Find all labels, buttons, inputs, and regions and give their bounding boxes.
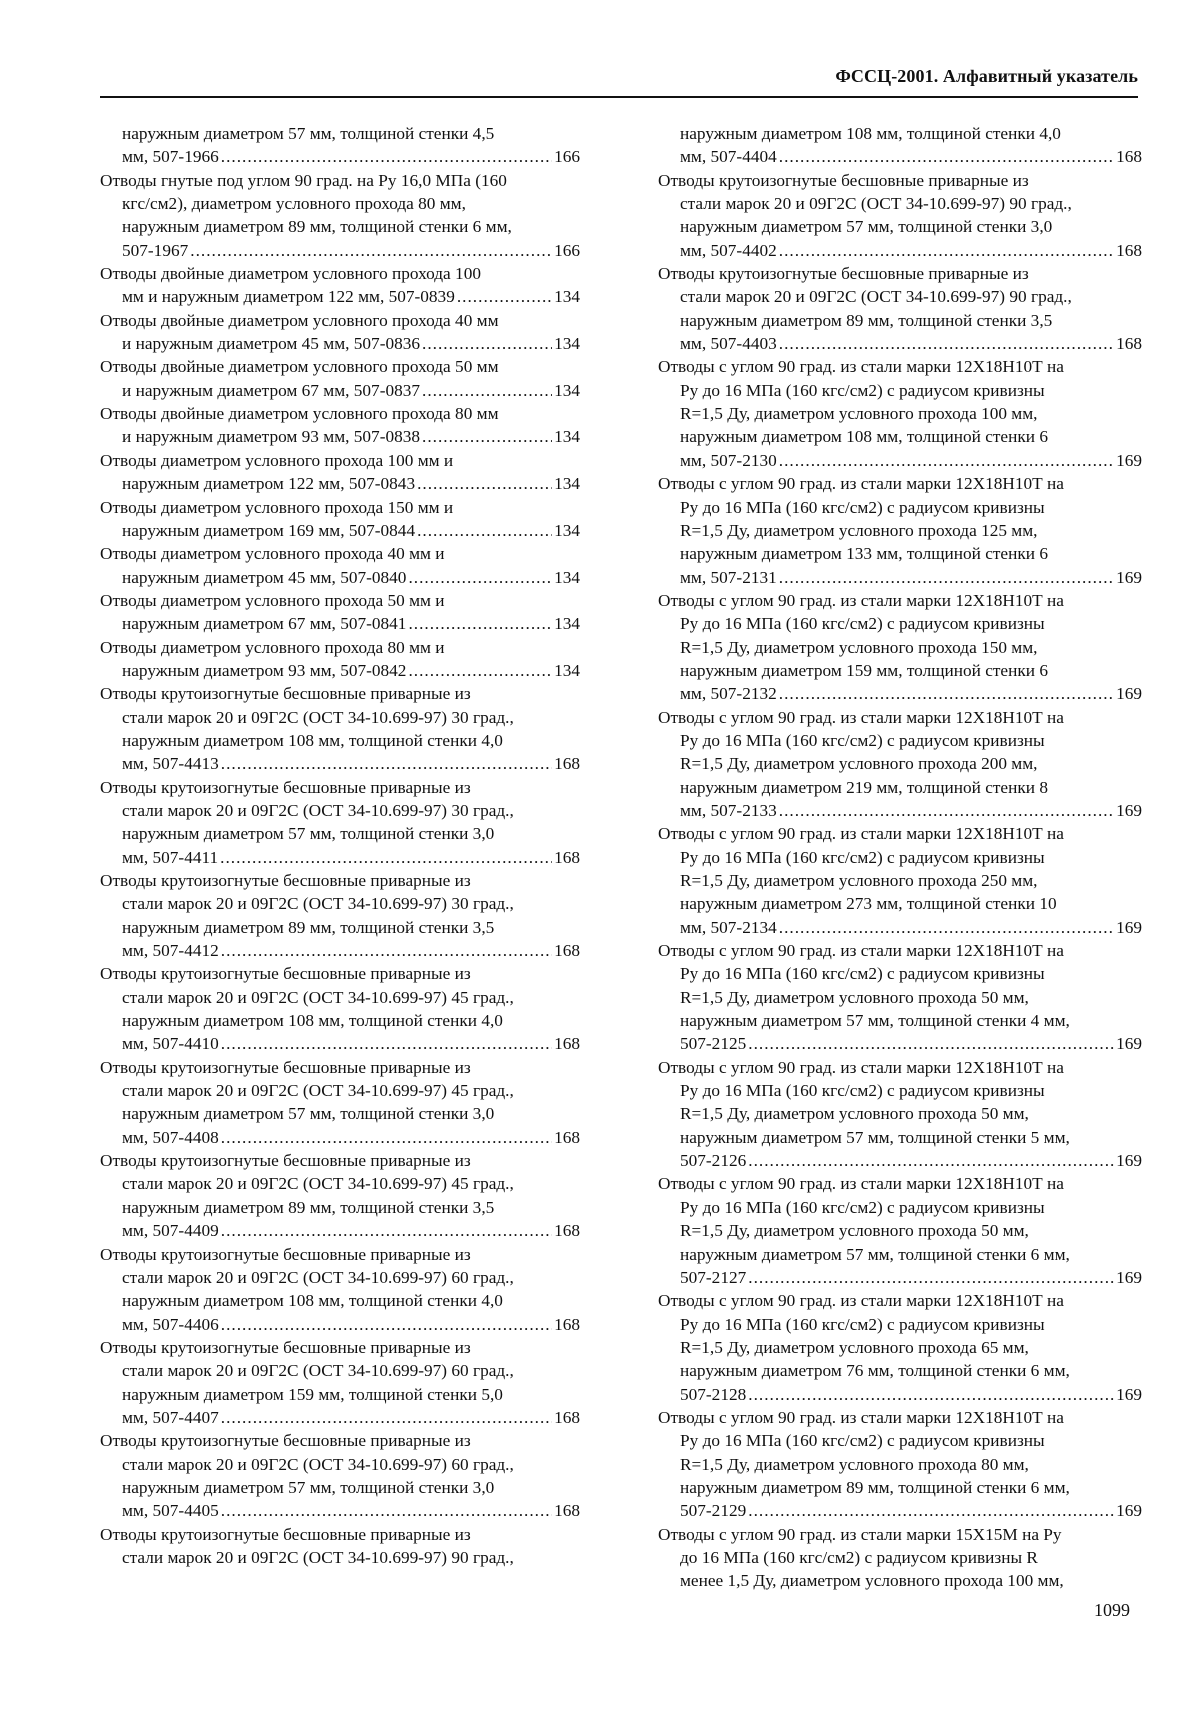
dot-leader <box>408 659 552 682</box>
entry-text: мм и наружным диаметром 122 мм, 507-0839 <box>122 287 455 307</box>
dot-leader <box>221 1126 552 1149</box>
dot-leader <box>220 846 552 869</box>
entry-line: Отводы с углом 90 град. из стали марки 12Х18Н10Т на <box>658 474 1064 494</box>
entry-page-number: 134 <box>554 380 580 400</box>
dot-leader <box>422 379 552 402</box>
entry-line: Отводы с углом 90 град. из стали марки 12Х18Н10Т на <box>658 1291 1064 1311</box>
entry-text: мм, 507-4412 <box>122 941 219 961</box>
entry-line <box>100 285 580 308</box>
index-entry <box>100 1336 580 1429</box>
entry-line: стали марок 20 и 09Г2С (ОСТ 34-10.699-97) 45 град., <box>122 1174 514 1194</box>
entry-line: стали марок 20 и 09Г2С (ОСТ 34-10.699-97) 30 град., <box>122 894 514 914</box>
entry-line: менее 1,5 Ду, диаметром условного прохода 100 мм, <box>680 1571 1064 1591</box>
entry-page-number: 134 <box>554 427 580 447</box>
index-entry <box>658 822 1142 939</box>
entry-line: стали марок 20 и 09Г2С (ОСТ 34-10.699-97) 60 град., <box>122 1361 514 1381</box>
entry-text: мм, 507-4409 <box>122 1221 219 1241</box>
entry-line: наружным диаметром 89 мм, толщиной стенки 6 мм, <box>680 1477 1070 1497</box>
index-entry <box>100 309 580 356</box>
entry-page-number: 134 <box>554 660 580 680</box>
entry-line <box>100 379 580 402</box>
entry-line: Отводы с углом 90 град. из стали марки 12Х18Н10Т на <box>658 707 1064 727</box>
entry-page-number: 134 <box>554 474 580 494</box>
entry-text: наружным диаметром 67 мм, 507-0841 <box>122 614 407 634</box>
entry-text: мм, 507-4413 <box>122 754 219 774</box>
entry-line: Ру до 16 МПа (160 кгс/см2) с радиусом кривизны <box>680 964 1045 984</box>
index-entry <box>100 636 580 683</box>
entry-line: наружным диаметром 108 мм, толщиной стенки 4,0 <box>122 730 503 750</box>
entry-text: мм, 507-4410 <box>122 1034 219 1054</box>
entry-page-number: 169 <box>1116 684 1142 704</box>
entry-text: мм, 507-2132 <box>680 684 777 704</box>
entry-line: стали марок 20 и 09Г2С (ОСТ 34-10.699-97) 60 град., <box>122 1454 514 1474</box>
entry-text: мм, 507-4402 <box>680 240 777 260</box>
index-entry <box>100 449 580 496</box>
entry-page-number: 168 <box>554 1034 580 1054</box>
entry-line: Ру до 16 МПа (160 кгс/см2) с радиусом кривизны <box>680 380 1045 400</box>
entry-line: R=1,5 Ду, диаметром условного прохода 50 мм, <box>680 1221 1029 1241</box>
entry-line: Отводы диаметром условного прохода 150 мм и <box>100 497 454 517</box>
entry-line: Ру до 16 МПа (160 кгс/см2) с радиусом кривизны <box>680 614 1045 634</box>
entry-line: наружным диаметром 133 мм, толщиной стенки 6 <box>680 544 1048 564</box>
entry-line <box>100 239 580 262</box>
entry-line <box>658 332 1142 355</box>
dot-leader <box>190 239 552 262</box>
index-entry <box>100 169 580 262</box>
dot-leader <box>748 1266 1114 1289</box>
entry-line: наружным диаметром 273 мм, толщиной стенки 10 <box>680 894 1057 914</box>
index-entry <box>658 1056 1142 1173</box>
index-entry <box>100 1523 580 1570</box>
entry-line <box>100 1126 580 1149</box>
entry-line: наружным диаметром 219 мм, толщиной стенки 8 <box>680 777 1048 797</box>
index-entry <box>658 1172 1142 1289</box>
entry-line: Отводы крутоизогнутые бесшовные приварные из <box>658 264 1029 284</box>
entry-line: наружным диаметром 57 мм, толщиной стенки 3,0 <box>122 1104 495 1124</box>
entry-text: и наружным диаметром 45 мм, 507-0836 <box>122 334 421 354</box>
entry-line <box>100 566 580 589</box>
entry-line: наружным диаметром 89 мм, толщиной стенки 3,5 <box>122 917 495 937</box>
entry-line <box>100 145 580 168</box>
entry-line: Отводы двойные диаметром условного прохода 100 <box>100 264 481 284</box>
entry-line <box>100 472 580 495</box>
entry-line: наружным диаметром 89 мм, толщиной стенки 3,5 <box>680 310 1053 330</box>
entry-text: 507-2127 <box>680 1267 747 1287</box>
dot-leader <box>221 939 552 962</box>
dot-leader <box>748 1383 1114 1406</box>
entry-page-number: 169 <box>1116 1501 1142 1521</box>
entry-page-number: 169 <box>1116 567 1142 587</box>
entry-line <box>658 1032 1142 1055</box>
index-entry <box>658 1523 1142 1593</box>
entry-line <box>658 799 1142 822</box>
running-header: ФССЦ-2001. Алфавитный указатель <box>835 66 1138 86</box>
dot-leader <box>779 332 1114 355</box>
entry-line: Отводы крутоизогнутые бесшовные приварные из <box>100 1244 471 1264</box>
entry-line: стали марок 20 и 09Г2С (ОСТ 34-10.699-97) 90 град., <box>122 1547 514 1567</box>
entry-page-number: 166 <box>554 147 580 167</box>
index-entry <box>100 262 580 309</box>
index-entry <box>658 589 1142 706</box>
entry-line: Отводы крутоизогнутые бесшовные приварные из <box>100 1524 471 1544</box>
entry-line <box>100 1313 580 1336</box>
entry-text: мм, 507-4403 <box>680 334 777 354</box>
entry-text: 507-2128 <box>680 1384 747 1404</box>
entry-text: наружным диаметром 122 мм, 507-0843 <box>122 474 416 494</box>
entry-line: R=1,5 Ду, диаметром условного прохода 80 мм, <box>680 1454 1029 1474</box>
entry-line <box>658 145 1142 168</box>
entry-line: наружным диаметром 159 мм, толщиной стенки 5,0 <box>122 1384 503 1404</box>
entry-line: стали марок 20 и 09Г2С (ОСТ 34-10.699-97) 90 град., <box>680 287 1072 307</box>
entry-text: мм, 507-2131 <box>680 567 777 587</box>
entry-line: Ру до 16 МПа (160 кгс/см2) с радиусом кривизны <box>680 1197 1045 1217</box>
entry-line: Ру до 16 МПа (160 кгс/см2) с радиусом кривизны <box>680 497 1045 517</box>
entry-line: R=1,5 Ду, диаметром условного прохода 65 мм, <box>680 1337 1029 1357</box>
entry-line: R=1,5 Ду, диаметром условного прохода 200 мм, <box>680 754 1038 774</box>
entry-line: Ру до 16 МПа (160 кгс/см2) с радиусом кривизны <box>680 1314 1045 1334</box>
entry-line: наружным диаметром 108 мм, толщиной стенки 4,0 <box>122 1291 503 1311</box>
entry-text: 507-2126 <box>680 1151 747 1171</box>
index-entry <box>658 262 1142 355</box>
entry-line <box>100 425 580 448</box>
entry-line: до 16 МПа (160 кгс/см2) с радиусом кривизны R <box>680 1547 1038 1567</box>
entry-line: Ру до 16 МПа (160 кгс/см2) с радиусом кривизны <box>680 730 1045 750</box>
entry-line: наружным диаметром 108 мм, толщиной стенки 4,0 <box>680 124 1061 143</box>
entry-text: 507-1967 <box>122 240 189 260</box>
entry-line: стали марок 20 и 09Г2С (ОСТ 34-10.699-97) 90 град., <box>680 194 1072 214</box>
entry-line <box>100 752 580 775</box>
dot-leader <box>748 1149 1114 1172</box>
dot-leader <box>408 566 552 589</box>
dot-leader <box>779 239 1114 262</box>
entry-line <box>658 1499 1142 1522</box>
entry-line <box>100 612 580 635</box>
entry-line: наружным диаметром 89 мм, толщиной стенки 3,5 <box>122 1197 495 1217</box>
index-entry <box>100 589 580 636</box>
dot-leader <box>408 612 552 635</box>
index-entry <box>100 355 580 402</box>
entry-line: Отводы с углом 90 град. из стали марки 12Х18Н10Т на <box>658 1174 1064 1194</box>
entry-line: Отводы крутоизогнутые бесшовные приварные из <box>658 170 1029 190</box>
entry-line <box>100 1406 580 1429</box>
dot-leader <box>422 425 552 448</box>
entry-line <box>658 916 1142 939</box>
entry-text: и наружным диаметром 93 мм, 507-0838 <box>122 427 421 447</box>
dot-leader <box>748 1499 1114 1522</box>
dot-leader <box>779 682 1114 705</box>
entry-line <box>100 1499 580 1522</box>
entry-page-number: 169 <box>1116 800 1142 820</box>
entry-line: Отводы с углом 90 град. из стали марки 12Х18Н10Т на <box>658 590 1064 610</box>
entry-line <box>100 1219 580 1242</box>
index-entry <box>658 706 1142 823</box>
entry-page-number: 166 <box>554 240 580 260</box>
entry-text: 507-2125 <box>680 1034 747 1054</box>
dot-leader <box>417 472 552 495</box>
entry-line: наружным диаметром 76 мм, толщиной стенки 6 мм, <box>680 1361 1070 1381</box>
index-entry <box>100 1149 580 1242</box>
entry-page-number: 168 <box>554 1407 580 1427</box>
entry-line: R=1,5 Ду, диаметром условного прохода 50 мм, <box>680 987 1029 1007</box>
entry-line: Отводы двойные диаметром условного прохода 40 мм <box>100 310 499 330</box>
index-entry <box>100 496 580 543</box>
dot-leader <box>779 799 1114 822</box>
entry-line: Отводы с углом 90 град. из стали марки 12Х18Н10Т на <box>658 1407 1064 1427</box>
index-entry <box>658 1289 1142 1406</box>
entry-page-number: 134 <box>554 520 580 540</box>
entry-page-number: 168 <box>1116 147 1142 167</box>
entry-line: Ру до 16 МПа (160 кгс/см2) с радиусом кривизны <box>680 1081 1045 1101</box>
entry-line: стали марок 20 и 09Г2С (ОСТ 34-10.699-97) 45 град., <box>122 987 514 1007</box>
entry-page-number: 169 <box>1116 450 1142 470</box>
entry-text: мм, 507-4407 <box>122 1407 219 1427</box>
entry-line <box>658 1383 1142 1406</box>
entry-line <box>100 939 580 962</box>
entry-line: R=1,5 Ду, диаметром условного прохода 125 мм, <box>680 520 1038 540</box>
dot-leader <box>422 332 552 355</box>
header-rule <box>100 96 1138 98</box>
dot-leader <box>221 1406 552 1429</box>
index-entry <box>100 1429 580 1522</box>
entry-text: мм, 507-4404 <box>680 147 777 167</box>
index-entry <box>658 1406 1142 1523</box>
entry-page-number: 168 <box>1116 240 1142 260</box>
entry-line: наружным диаметром 57 мм, толщиной стенки 4 мм, <box>680 1011 1070 1031</box>
entry-line: Ру до 16 МПа (160 кгс/см2) с радиусом кривизны <box>680 847 1045 867</box>
entry-page-number: 169 <box>1116 1267 1142 1287</box>
dot-leader <box>221 1313 552 1336</box>
entry-line: Отводы двойные диаметром условного прохода 80 мм <box>100 404 499 424</box>
entry-line: Отводы гнутые под углом 90 град. на Ру 16,0 МПа (160 <box>100 170 507 190</box>
entry-line: наружным диаметром 57 мм, толщиной стенки 3,0 <box>122 824 495 844</box>
index-entry <box>100 682 580 775</box>
entry-line: R=1,5 Ду, диаметром условного прохода 50 мм, <box>680 1104 1029 1124</box>
entry-line: Отводы с углом 90 град. из стали марки 12Х18Н10Т на <box>658 824 1064 844</box>
entry-line: Отводы с углом 90 град. из стали марки 15Х15М на Ру <box>658 1524 1062 1544</box>
entry-line: Ру до 16 МПа (160 кгс/см2) с радиусом кривизны <box>680 1431 1045 1451</box>
entry-line: наружным диаметром 108 мм, толщиной стенки 6 <box>680 427 1048 447</box>
dot-leader <box>417 519 552 542</box>
entry-page-number: 168 <box>554 941 580 961</box>
index-entry <box>658 939 1142 1056</box>
entry-text: мм, 507-2130 <box>680 450 777 470</box>
entry-page-number: 168 <box>554 754 580 774</box>
entry-line: наружным диаметром 57 мм, толщиной стенки 3,0 <box>122 1477 495 1497</box>
entry-page-number: 169 <box>1116 1034 1142 1054</box>
dot-leader <box>748 1032 1114 1055</box>
index-entry <box>100 869 580 962</box>
entry-line: стали марок 20 и 09Г2С (ОСТ 34-10.699-97) 30 град., <box>122 707 514 727</box>
entry-text: наружным диаметром 45 мм, 507-0840 <box>122 567 407 587</box>
entry-line <box>658 1149 1142 1172</box>
dot-leader <box>779 449 1114 472</box>
index-entry <box>100 542 580 589</box>
entry-page-number: 134 <box>554 567 580 587</box>
entry-line: Отводы с углом 90 град. из стали марки 12Х18Н10Т на <box>658 941 1064 961</box>
left-column <box>100 122 580 1569</box>
entry-page-number: 134 <box>554 287 580 307</box>
entry-text: и наружным диаметром 67 мм, 507-0837 <box>122 380 421 400</box>
entry-line: Отводы крутоизогнутые бесшовные приварные из <box>100 1431 471 1451</box>
entry-line: Отводы диаметром условного прохода 100 мм и <box>100 450 454 470</box>
dot-leader <box>221 752 552 775</box>
index-entry <box>658 122 1142 169</box>
entry-page-number: 134 <box>554 334 580 354</box>
entry-line: R=1,5 Ду, диаметром условного прохода 100 мм, <box>680 404 1038 424</box>
entry-line: Отводы с углом 90 град. из стали марки 12Х18Н10Т на <box>658 357 1064 377</box>
entry-text: наружным диаметром 93 мм, 507-0842 <box>122 660 407 680</box>
entry-line: наружным диаметром 108 мм, толщиной стенки 4,0 <box>122 1011 503 1031</box>
entry-text: мм, 507-4405 <box>122 1501 219 1521</box>
entry-line: наружным диаметром 57 мм, толщиной стенки 4,5 <box>122 124 495 143</box>
index-entry <box>100 122 580 169</box>
dot-leader <box>779 566 1114 589</box>
entry-text: мм, 507-4406 <box>122 1314 219 1334</box>
entry-line: наружным диаметром 57 мм, толщиной стенки 5 мм, <box>680 1127 1070 1147</box>
entry-line <box>100 659 580 682</box>
entry-line: Отводы крутоизогнутые бесшовные приварные из <box>100 964 471 984</box>
entry-line: Отводы крутоизогнутые бесшовные приварные из <box>100 684 471 704</box>
entry-line: Отводы крутоизогнутые бесшовные приварные из <box>100 1057 471 1077</box>
entry-text: мм, 507-4411 <box>122 847 219 867</box>
entry-line <box>100 1032 580 1055</box>
dot-leader <box>221 1219 552 1242</box>
entry-line: Отводы крутоизогнутые бесшовные приварные из <box>100 1337 471 1357</box>
entry-line <box>658 682 1142 705</box>
entry-line: Отводы с углом 90 град. из стали марки 12Х18Н10Т на <box>658 1057 1064 1077</box>
dot-leader <box>221 1032 552 1055</box>
entry-line: Отводы диаметром условного прохода 40 мм и <box>100 544 445 564</box>
entry-page-number: 169 <box>1116 1151 1142 1171</box>
entry-page-number: 168 <box>554 1127 580 1147</box>
index-entry <box>658 169 1142 262</box>
entry-line: Отводы диаметром условного прохода 50 мм и <box>100 590 445 610</box>
dot-leader <box>221 145 552 168</box>
entry-line <box>658 1266 1142 1289</box>
entry-line: Отводы двойные диаметром условного прохода 50 мм <box>100 357 499 377</box>
entry-page-number: 169 <box>1116 917 1142 937</box>
index-entry <box>100 962 580 1055</box>
page-number: 1099 <box>1094 1600 1130 1620</box>
entry-text: наружным диаметром 169 мм, 507-0844 <box>122 520 416 540</box>
dot-leader <box>779 916 1114 939</box>
dot-leader <box>779 145 1114 168</box>
entry-line <box>100 519 580 542</box>
entry-line: наружным диаметром 89 мм, толщиной стенки 6 мм, <box>122 217 512 237</box>
index-entry <box>100 1243 580 1336</box>
entry-line: Отводы крутоизогнутые бесшовные приварные из <box>100 1151 471 1171</box>
index-entry <box>658 472 1142 589</box>
entry-page-number: 134 <box>554 614 580 634</box>
entry-page-number: 168 <box>554 1314 580 1334</box>
entry-text: 507-2129 <box>680 1501 747 1521</box>
entry-line: наружным диаметром 57 мм, толщиной стенки 6 мм, <box>680 1244 1070 1264</box>
entry-line: стали марок 20 и 09Г2С (ОСТ 34-10.699-97) 30 град., <box>122 800 514 820</box>
entry-line <box>100 846 580 869</box>
entry-line: Отводы диаметром условного прохода 80 мм и <box>100 637 445 657</box>
entry-page-number: 168 <box>554 847 580 867</box>
entry-line <box>100 332 580 355</box>
entry-line: стали марок 20 и 09Г2С (ОСТ 34-10.699-97) 45 град., <box>122 1081 514 1101</box>
entry-line: Отводы крутоизогнутые бесшовные приварные из <box>100 871 471 890</box>
entry-line <box>658 566 1142 589</box>
entry-line <box>658 449 1142 472</box>
entry-page-number: 168 <box>554 1221 580 1241</box>
entry-line: R=1,5 Ду, диаметром условного прохода 150 мм, <box>680 637 1038 657</box>
entry-line: Отводы крутоизогнутые бесшовные приварные из <box>100 777 471 797</box>
index-entry <box>658 355 1142 472</box>
index-entry <box>100 402 580 449</box>
entry-page-number: 169 <box>1116 1384 1142 1404</box>
entry-page-number: 168 <box>1116 334 1142 354</box>
entry-line <box>658 239 1142 262</box>
index-entry <box>100 776 580 869</box>
entry-line: стали марок 20 и 09Г2С (ОСТ 34-10.699-97) 60 град., <box>122 1267 514 1287</box>
right-column <box>658 122 1142 1593</box>
entry-text: мм, 507-4408 <box>122 1127 219 1147</box>
entry-text: мм, 507-2133 <box>680 800 777 820</box>
entry-line: наружным диаметром 57 мм, толщиной стенки 3,0 <box>680 217 1053 237</box>
dot-leader <box>221 1499 552 1522</box>
index-entry <box>100 1056 580 1149</box>
entry-line: R=1,5 Ду, диаметром условного прохода 250 мм, <box>680 871 1038 890</box>
entry-text: мм, 507-1966 <box>122 147 219 167</box>
entry-page-number: 168 <box>554 1501 580 1521</box>
entry-line: наружным диаметром 159 мм, толщиной стенки 6 <box>680 660 1048 680</box>
dot-leader <box>457 285 552 308</box>
entry-text: мм, 507-2134 <box>680 917 777 937</box>
entry-line: кгс/см2), диаметром условного прохода 80 мм, <box>122 194 466 214</box>
